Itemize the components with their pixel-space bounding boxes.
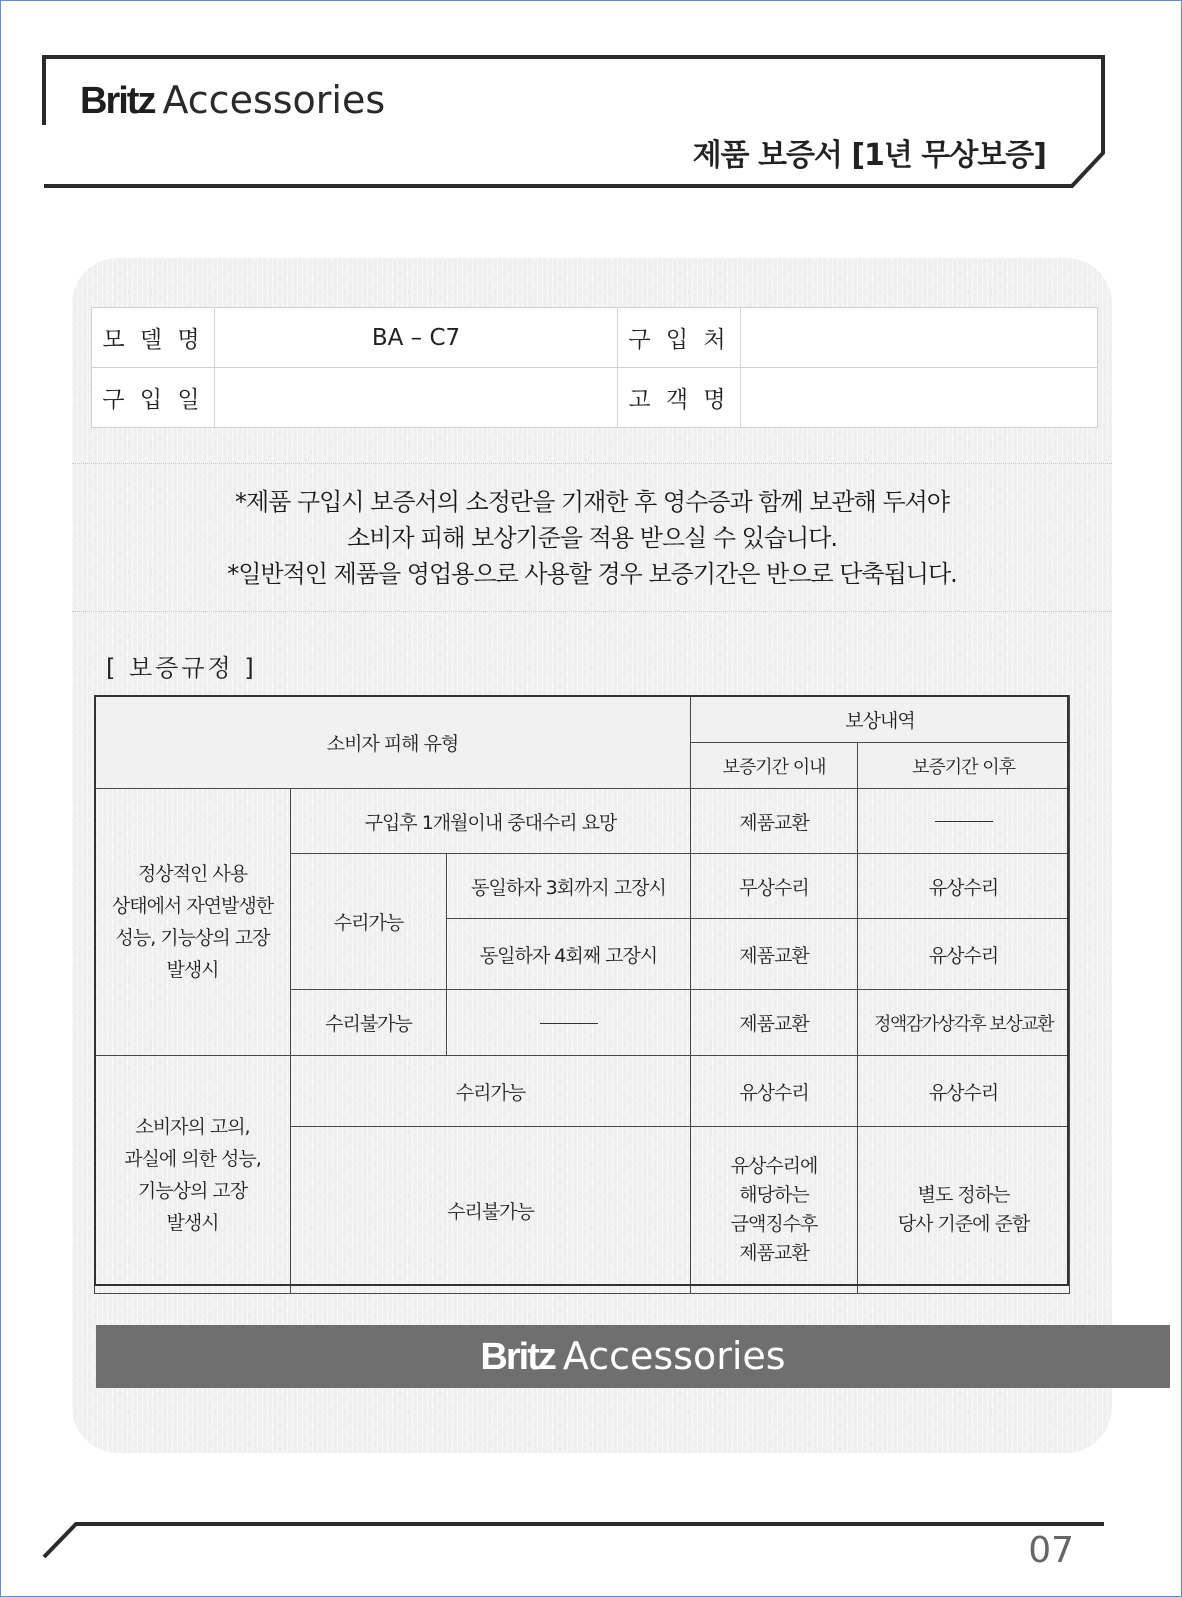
group-user-fault bbox=[95, 1056, 291, 1294]
header-after-period: 보증기간 이후 bbox=[858, 743, 1070, 789]
repairable-cell: 수리가능 bbox=[291, 854, 447, 990]
purchase-date-label: 구 입 일 bbox=[92, 368, 215, 428]
after-cell: 유상수리 bbox=[858, 919, 1070, 990]
cell-line: 별도 정하는 bbox=[917, 1184, 1010, 1206]
store-value[interactable] bbox=[741, 308, 1098, 368]
brand-subtitle: Accessories bbox=[162, 78, 386, 122]
model-value[interactable]: BA – C7 bbox=[215, 308, 618, 368]
group-line: 과실에 의한 성능, bbox=[124, 1147, 261, 1170]
product-info-table bbox=[91, 307, 1098, 428]
after-cell: 유상수리 bbox=[858, 1056, 1070, 1127]
after-cell bbox=[858, 789, 1070, 854]
table-row bbox=[95, 789, 1070, 854]
cell-line: 금액징수후 bbox=[730, 1213, 818, 1235]
section-title: [ 보증규정 ] bbox=[106, 654, 257, 682]
warranty-rules-table bbox=[94, 695, 1070, 1294]
group-normal-use bbox=[95, 789, 291, 1056]
brand-name: Britz bbox=[80, 80, 155, 122]
group-line: 소비자의 고의, bbox=[135, 1115, 250, 1138]
case-cell: 동일하자 4회째 고장시 bbox=[447, 919, 691, 990]
cell-line: 해당하는 bbox=[739, 1184, 809, 1206]
footer-brand-band bbox=[96, 1325, 1170, 1388]
case-cell: 수리불가능 bbox=[291, 1127, 691, 1294]
notice-line: 소비자 피해 보상기준을 적용 받으실 수 있습니다. bbox=[346, 524, 838, 552]
customer-label: 고 객 명 bbox=[618, 368, 741, 428]
dash-mark bbox=[935, 821, 993, 822]
notice-line: *일반적인 제품을 영업용으로 사용할 경우 보증기간은 반으로 단축됩니다. bbox=[227, 560, 957, 588]
brand-subtitle: Accessories bbox=[562, 1334, 786, 1378]
model-label: 모 델 명 bbox=[92, 308, 215, 368]
document-title: 제품 보증서 [1년 무상보증] bbox=[692, 138, 1046, 173]
purchase-date-value[interactable] bbox=[215, 368, 618, 428]
footer-rule-shape bbox=[42, 1520, 1112, 1560]
divider bbox=[72, 463, 1112, 464]
group-line: 정상적인 사용 bbox=[137, 863, 248, 885]
within-cell bbox=[691, 1127, 858, 1294]
dash-mark bbox=[540, 1023, 598, 1024]
after-cell: 정액감가상각후 보상교환 bbox=[858, 990, 1070, 1056]
cell-line: 당사 기준에 준함 bbox=[897, 1213, 1030, 1235]
group-line: 발생시 bbox=[166, 1211, 219, 1234]
group-line: 성능, 기능상의 고장 bbox=[115, 927, 270, 949]
case-cell: 동일하자 3회까지 고장시 bbox=[447, 854, 691, 919]
table-header-row bbox=[95, 696, 1070, 743]
page-number: 07 bbox=[1028, 1530, 1074, 1571]
brand-name: Britz bbox=[480, 1336, 555, 1378]
after-cell: 유상수리 bbox=[858, 854, 1070, 919]
customer-value[interactable] bbox=[741, 368, 1098, 428]
brand-logo-top bbox=[80, 78, 385, 123]
cell-line: 제품교환 bbox=[739, 1242, 809, 1264]
within-cell: 유상수리 bbox=[691, 1056, 858, 1127]
info-row bbox=[92, 308, 1098, 368]
case-cell bbox=[447, 990, 691, 1056]
group-line: 기능상의 고장 bbox=[137, 1179, 248, 1202]
header-damage-type: 소비자 피해 유형 bbox=[95, 696, 691, 789]
divider bbox=[72, 611, 1112, 612]
header-within-period: 보증기간 이내 bbox=[691, 743, 858, 789]
notice-line: *제품 구입시 보증서의 소정란을 기재한 후 영수증과 함께 보관해 두셔야 bbox=[235, 488, 949, 516]
case-cell: 수리가능 bbox=[291, 1056, 691, 1127]
within-cell: 제품교환 bbox=[691, 789, 858, 854]
case-cell: 구입후 1개월이내 중대수리 요망 bbox=[291, 789, 691, 854]
after-cell bbox=[858, 1127, 1070, 1294]
within-cell: 제품교환 bbox=[691, 990, 858, 1056]
info-row bbox=[92, 368, 1098, 428]
within-cell: 제품교환 bbox=[691, 919, 858, 990]
table-row bbox=[95, 1056, 1070, 1127]
within-cell: 무상수리 bbox=[691, 854, 858, 919]
group-line: 상태에서 자연발생한 bbox=[111, 895, 274, 917]
unrepairable-cell: 수리불가능 bbox=[291, 990, 447, 1056]
store-label: 구 입 처 bbox=[618, 308, 741, 368]
group-line: 발생시 bbox=[166, 959, 219, 981]
notice-text bbox=[72, 484, 1112, 592]
cell-line: 유상수리에 bbox=[730, 1155, 818, 1177]
header-compensation: 보상내역 bbox=[691, 696, 1070, 743]
